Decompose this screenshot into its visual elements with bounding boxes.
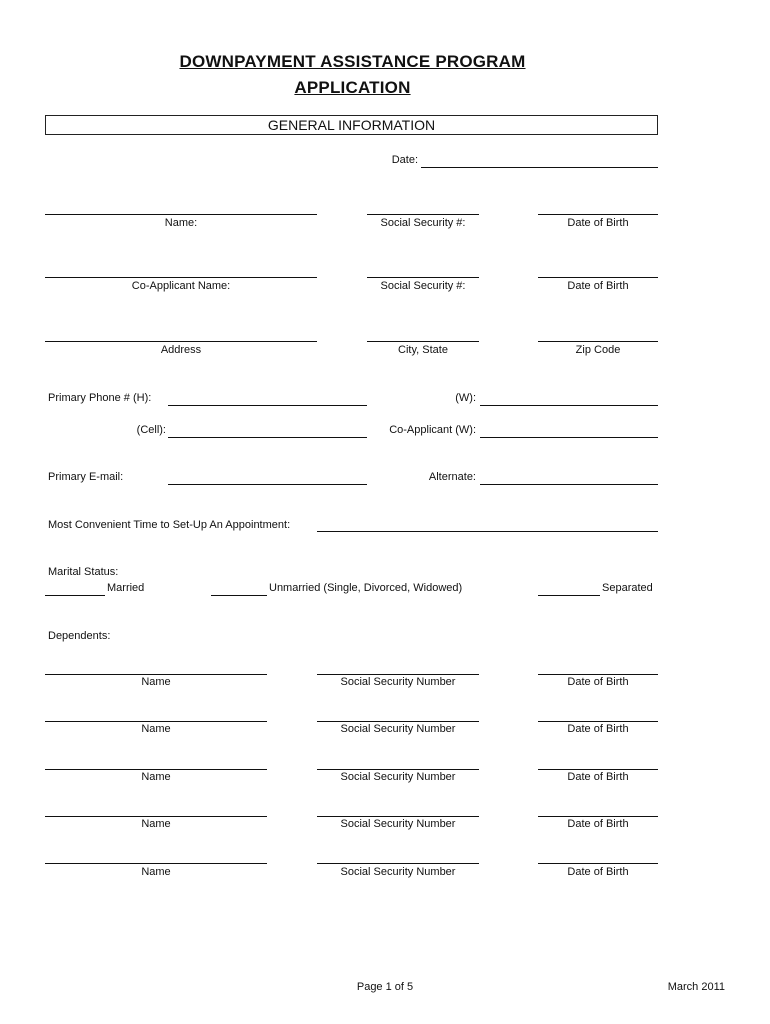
dependent-5-name-field[interactable] <box>45 863 267 864</box>
dependent-4-dob-field[interactable] <box>538 816 658 817</box>
applicant-dob-field[interactable] <box>538 214 658 215</box>
dependent-3-dob-field[interactable] <box>538 769 658 770</box>
applicant-name-field[interactable] <box>45 214 317 215</box>
dependent-2-dob-label: Date of Birth <box>567 723 629 735</box>
zip-code-field[interactable] <box>538 341 658 342</box>
dependent-4-ssn-label: Social Security Number <box>340 818 456 830</box>
dependent-5-dob-label: Date of Birth <box>567 866 629 878</box>
dependent-3-name-field[interactable] <box>45 769 267 770</box>
dependent-3-ssn-field[interactable] <box>317 769 479 770</box>
primary-email-label: Primary E-mail: <box>48 471 124 483</box>
dependents-label: Dependents: <box>48 630 111 642</box>
separated-label: Separated <box>602 582 653 594</box>
city-state-field[interactable] <box>367 341 479 342</box>
date-field[interactable] <box>421 167 658 168</box>
dependent-5-dob-field[interactable] <box>538 863 658 864</box>
married-label: Married <box>107 582 145 594</box>
dependent-4-dob-label: Date of Birth <box>567 818 629 830</box>
co-applicant-ssn-field[interactable] <box>367 277 479 278</box>
co-applicant-ssn-label: Social Security #: <box>380 280 466 292</box>
primary-phone-home-field[interactable] <box>168 405 367 406</box>
separated-field[interactable] <box>538 595 600 596</box>
applicant-ssn-field[interactable] <box>367 214 479 215</box>
dependent-1-name-field[interactable] <box>45 674 267 675</box>
dependent-2-ssn-field[interactable] <box>317 721 479 722</box>
dependent-2-name-field[interactable] <box>45 721 267 722</box>
section-header-general-information: GENERAL INFORMATION <box>45 115 658 135</box>
unmarried-label: Unmarried (Single, Divorced, Widowed) <box>269 582 463 594</box>
dependent-1-ssn-label: Social Security Number <box>340 676 456 688</box>
dependent-1-dob-label: Date of Birth <box>567 676 629 688</box>
appointment-time-label: Most Convenient Time to Set-Up An Appointment: <box>48 519 291 531</box>
co-applicant-work-phone-label: Co-Applicant (W): <box>389 424 476 436</box>
dependent-3-name-label: Name <box>141 771 171 783</box>
dependent-5-ssn-field[interactable] <box>317 863 479 864</box>
form-title-line1: DOWNPAYMENT ASSISTANCE PROGRAM <box>179 52 526 71</box>
dependent-2-dob-field[interactable] <box>538 721 658 722</box>
married-field[interactable] <box>45 595 105 596</box>
applicant-name-label: Name: <box>164 217 198 229</box>
dependent-5-ssn-label: Social Security Number <box>340 866 456 878</box>
dependent-2-name-label: Name <box>141 723 171 735</box>
page-number: Page 1 of 5 <box>356 981 414 993</box>
marital-status-label: Marital Status: <box>48 566 119 578</box>
zip-code-label: Zip Code <box>575 344 621 356</box>
city-state-label: City, State <box>398 344 448 356</box>
work-phone-field[interactable] <box>480 405 658 406</box>
co-applicant-name-label: Co-Applicant Name: <box>131 280 231 292</box>
dependent-1-ssn-field[interactable] <box>317 674 479 675</box>
applicant-ssn-label: Social Security #: <box>380 217 466 229</box>
unmarried-field[interactable] <box>211 595 267 596</box>
applicant-dob-label: Date of Birth <box>567 217 629 229</box>
dependent-1-name-label: Name <box>141 676 171 688</box>
address-label: Address <box>160 344 202 356</box>
dependent-3-ssn-label: Social Security Number <box>340 771 456 783</box>
alternate-email-label: Alternate: <box>428 471 476 483</box>
dependent-4-name-label: Name <box>141 818 171 830</box>
dependent-3-dob-label: Date of Birth <box>567 771 629 783</box>
dependent-4-ssn-field[interactable] <box>317 816 479 817</box>
primary-phone-home-label: Primary Phone # (H): <box>48 392 152 404</box>
co-applicant-dob-label: Date of Birth <box>567 280 629 292</box>
cell-phone-field[interactable] <box>168 437 367 438</box>
dependent-2-ssn-label: Social Security Number <box>340 723 456 735</box>
dependent-1-dob-field[interactable] <box>538 674 658 675</box>
dependent-5-name-label: Name <box>141 866 171 878</box>
form-title-line2: APPLICATION <box>294 78 411 97</box>
primary-email-field[interactable] <box>168 484 367 485</box>
co-applicant-name-field[interactable] <box>45 277 317 278</box>
work-phone-label: (W): <box>455 392 476 404</box>
co-applicant-dob-field[interactable] <box>538 277 658 278</box>
appointment-time-field[interactable] <box>317 531 658 532</box>
revision-date: March 2011 <box>667 981 725 993</box>
address-field[interactable] <box>45 341 317 342</box>
dependent-4-name-field[interactable] <box>45 816 267 817</box>
cell-phone-label: (Cell): <box>136 424 166 436</box>
co-applicant-work-phone-field[interactable] <box>480 437 658 438</box>
alternate-email-field[interactable] <box>480 484 658 485</box>
date-label: Date: <box>391 154 418 166</box>
